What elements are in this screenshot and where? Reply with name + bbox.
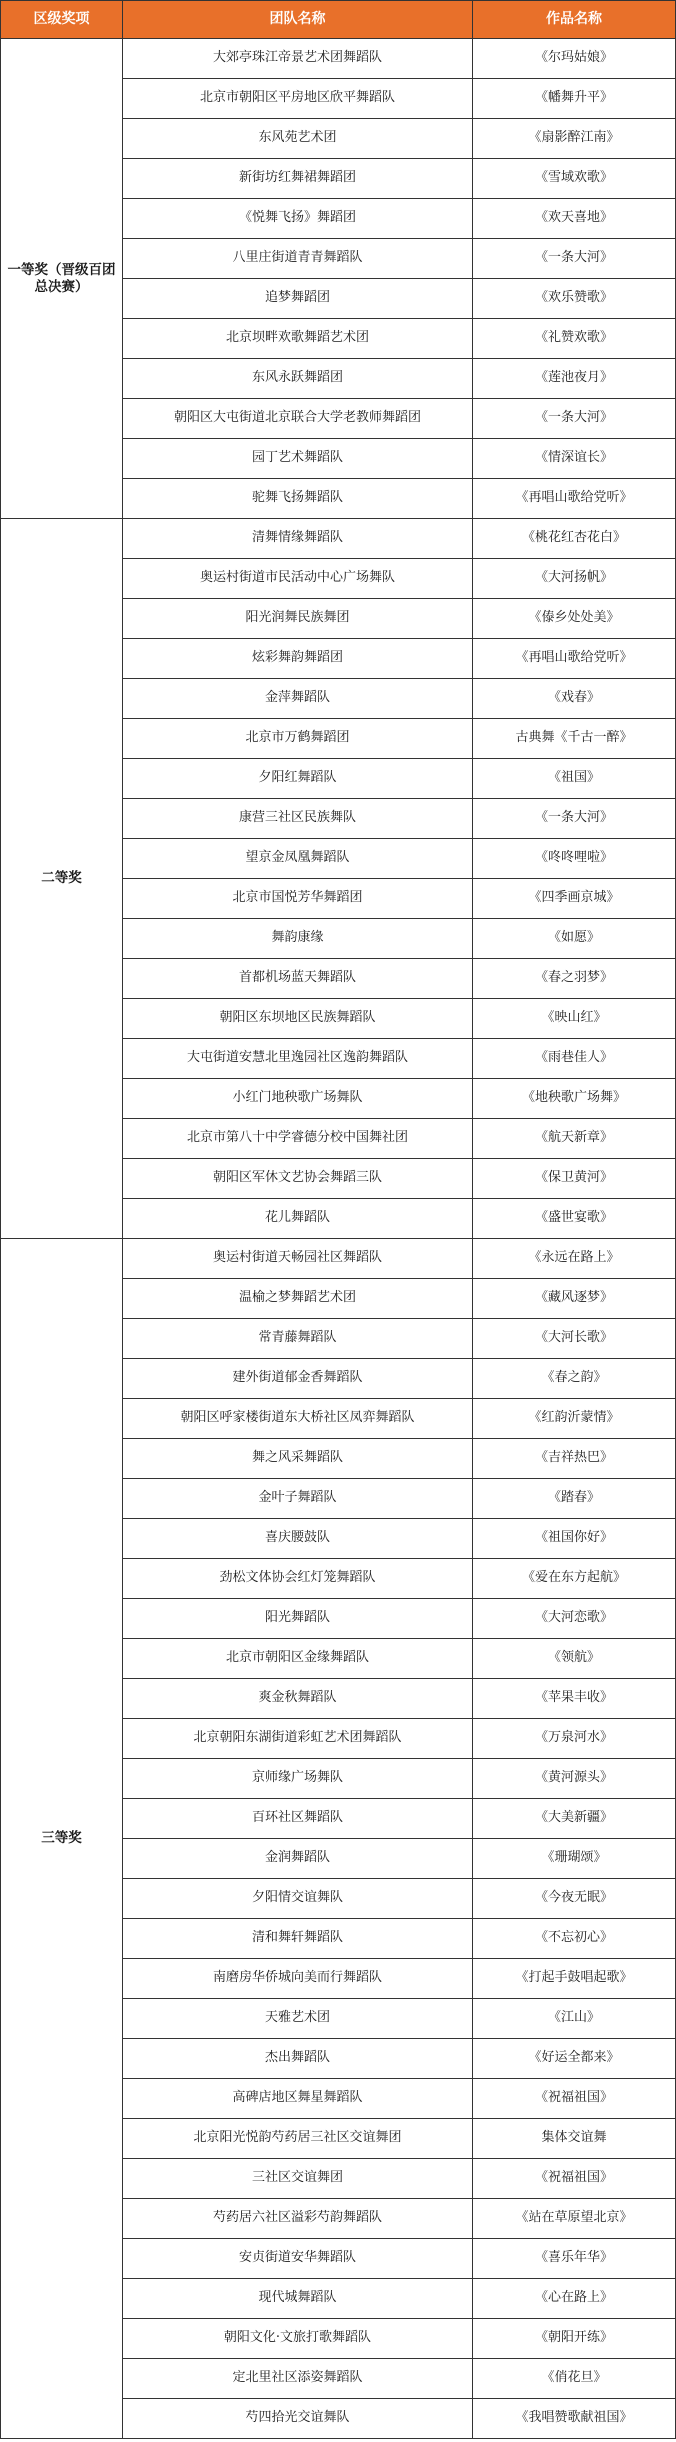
team-name-cell: 阳光舞蹈队 xyxy=(123,1599,473,1639)
work-title-cell: 《咚咚哩啦》 xyxy=(473,839,676,879)
team-name-cell: 金叶子舞蹈队 xyxy=(123,1479,473,1519)
team-name-cell: 阳光润舞民族舞团 xyxy=(123,599,473,639)
work-title-cell: 《祝福祖国》 xyxy=(473,2159,676,2199)
work-title-cell: 《藏风逐梦》 xyxy=(473,1279,676,1319)
team-name-cell: 朝阳区军休文艺协会舞蹈三队 xyxy=(123,1159,473,1199)
team-name-cell: 金萍舞蹈队 xyxy=(123,679,473,719)
team-name-cell: 安贞街道安华舞蹈队 xyxy=(123,2239,473,2279)
team-name-cell: 天雅艺术团 xyxy=(123,1999,473,2039)
team-name-cell: 追梦舞蹈团 xyxy=(123,279,473,319)
work-title-cell: 《地秧歌广场舞》 xyxy=(473,1079,676,1119)
work-title-cell: 《苹果丰收》 xyxy=(473,1679,676,1719)
work-title-cell: 《大美新疆》 xyxy=(473,1799,676,1839)
team-name-cell: 朝阳区大屯街道北京联合大学老教师舞蹈团 xyxy=(123,399,473,439)
team-name-cell: 奥运村街道市民活动中心广场舞队 xyxy=(123,559,473,599)
team-name-cell: 金润舞蹈队 xyxy=(123,1839,473,1879)
header-award: 区级奖项 xyxy=(1,1,123,39)
work-title-cell: 《礼赞欢歌》 xyxy=(473,319,676,359)
team-name-cell: 清舞情缘舞蹈队 xyxy=(123,519,473,559)
table-row xyxy=(1,39,676,79)
work-title-cell: 《心在路上》 xyxy=(473,2279,676,2319)
team-name-cell: 建外街道郁金香舞蹈队 xyxy=(123,1359,473,1399)
team-name-cell: 《悦舞飞扬》舞蹈团 xyxy=(123,199,473,239)
team-name-cell: 大屯街道安慧北里逸园社区逸韵舞蹈队 xyxy=(123,1039,473,1079)
team-name-cell: 南磨房华侨城向美而行舞蹈队 xyxy=(123,1959,473,1999)
work-title-cell: 《欢乐赞歌》 xyxy=(473,279,676,319)
team-name-cell: 北京阳光悦韵芍药居三社区交谊舞团 xyxy=(123,2119,473,2159)
team-name-cell: 京师缘广场舞队 xyxy=(123,1759,473,1799)
work-title-cell: 《祖国你好》 xyxy=(473,1519,676,1559)
table-row xyxy=(1,1239,676,1279)
work-title-cell: 《情深谊长》 xyxy=(473,439,676,479)
team-name-cell: 现代城舞蹈队 xyxy=(123,2279,473,2319)
team-name-cell: 小红门地秧歌广场舞队 xyxy=(123,1079,473,1119)
work-title-cell: 集体交谊舞 xyxy=(473,2119,676,2159)
work-title-cell: 《再唱山歌给党听》 xyxy=(473,639,676,679)
work-title-cell: 《祖国》 xyxy=(473,759,676,799)
team-name-cell: 北京市万鹤舞蹈团 xyxy=(123,719,473,759)
team-name-cell: 北京市第八十中学睿德分校中国舞社团 xyxy=(123,1119,473,1159)
award-level-cell: 二等奖 xyxy=(1,519,123,1239)
team-name-cell: 北京市朝阳区平房地区欣平舞蹈队 xyxy=(123,79,473,119)
work-title-cell: 《四季画京城》 xyxy=(473,879,676,919)
work-title-cell: 《春之韵》 xyxy=(473,1359,676,1399)
team-name-cell: 喜庆腰鼓队 xyxy=(123,1519,473,1559)
work-title-cell: 《春之羽梦》 xyxy=(473,959,676,999)
work-title-cell: 《不忘初心》 xyxy=(473,1919,676,1959)
work-title-cell: 《盛世宴歌》 xyxy=(473,1199,676,1239)
work-title-cell: 《大河恋歌》 xyxy=(473,1599,676,1639)
work-title-cell: 《打起手鼓唱起歌》 xyxy=(473,1959,676,1999)
work-title-cell: 《尔玛姑娘》 xyxy=(473,39,676,79)
team-name-cell: 北京朝阳东湖街道彩虹艺术团舞蹈队 xyxy=(123,1719,473,1759)
team-name-cell: 北京市朝阳区金缘舞蹈队 xyxy=(123,1639,473,1679)
header-row xyxy=(1,1,676,39)
work-title-cell: 《映山红》 xyxy=(473,999,676,1039)
work-title-cell: 古典舞《千古一醉》 xyxy=(473,719,676,759)
table-row xyxy=(1,519,676,559)
work-title-cell: 《再唱山歌给党听》 xyxy=(473,479,676,519)
work-title-cell: 《雨巷佳人》 xyxy=(473,1039,676,1079)
team-name-cell: 夕阳情交谊舞队 xyxy=(123,1879,473,1919)
work-title-cell: 《莲池夜月》 xyxy=(473,359,676,399)
team-name-cell: 清和舞轩舞蹈队 xyxy=(123,1919,473,1959)
work-title-cell: 《一条大河》 xyxy=(473,239,676,279)
work-title-cell: 《傣乡处处美》 xyxy=(473,599,676,639)
header-work-title: 作品名称 xyxy=(473,1,676,39)
team-name-cell: 爽金秋舞蹈队 xyxy=(123,1679,473,1719)
work-title-cell: 《幡舞升平》 xyxy=(473,79,676,119)
team-name-cell: 东风苑艺术团 xyxy=(123,119,473,159)
team-name-cell: 芍四拾光交谊舞队 xyxy=(123,2399,473,2439)
team-name-cell: 北京坝畔欢歌舞蹈艺术团 xyxy=(123,319,473,359)
work-title-cell: 《喜乐年华》 xyxy=(473,2239,676,2279)
team-name-cell: 八里庄街道青青舞蹈队 xyxy=(123,239,473,279)
team-name-cell: 朝阳区东坝地区民族舞蹈队 xyxy=(123,999,473,1039)
work-title-cell: 《站在草原望北京》 xyxy=(473,2199,676,2239)
team-name-cell: 温榆之梦舞蹈艺术团 xyxy=(123,1279,473,1319)
team-name-cell: 奥运村街道天畅园社区舞蹈队 xyxy=(123,1239,473,1279)
team-name-cell: 北京市国悦芳华舞蹈团 xyxy=(123,879,473,919)
work-title-cell: 《珊瑚颂》 xyxy=(473,1839,676,1879)
work-title-cell: 《大河长歌》 xyxy=(473,1319,676,1359)
team-name-cell: 常青藤舞蹈队 xyxy=(123,1319,473,1359)
team-name-cell: 朝阳区呼家楼街道东大桥社区凤弈舞蹈队 xyxy=(123,1399,473,1439)
work-title-cell: 《万泉河水》 xyxy=(473,1719,676,1759)
team-name-cell: 劲松文体协会红灯笼舞蹈队 xyxy=(123,1559,473,1599)
work-title-cell: 《永远在路上》 xyxy=(473,1239,676,1279)
team-name-cell: 杰出舞蹈队 xyxy=(123,2039,473,2079)
team-name-cell: 炫彩舞韵舞蹈团 xyxy=(123,639,473,679)
team-name-cell: 舞韵康缘 xyxy=(123,919,473,959)
work-title-cell: 《今夜无眠》 xyxy=(473,1879,676,1919)
work-title-cell: 《雪域欢歌》 xyxy=(473,159,676,199)
work-title-cell: 《踏春》 xyxy=(473,1479,676,1519)
team-name-cell: 花儿舞蹈队 xyxy=(123,1199,473,1239)
team-name-cell: 园丁艺术舞蹈队 xyxy=(123,439,473,479)
work-title-cell: 《祝福祖国》 xyxy=(473,2079,676,2119)
team-name-cell: 康营三社区民族舞队 xyxy=(123,799,473,839)
award-level-cell: 三等奖 xyxy=(1,1239,123,2439)
team-name-cell: 首都机场蓝天舞蹈队 xyxy=(123,959,473,999)
work-title-cell: 《航天新章》 xyxy=(473,1119,676,1159)
work-title-cell: 《俏花旦》 xyxy=(473,2359,676,2399)
awards-table-body xyxy=(1,39,676,2439)
work-title-cell: 《保卫黄河》 xyxy=(473,1159,676,1199)
team-name-cell: 高碑店地区舞星舞蹈队 xyxy=(123,2079,473,2119)
work-title-cell: 《吉祥热巴》 xyxy=(473,1439,676,1479)
team-name-cell: 芍药居六社区溢彩芍韵舞蹈队 xyxy=(123,2199,473,2239)
team-name-cell: 定北里社区添姿舞蹈队 xyxy=(123,2359,473,2399)
work-title-cell: 《爱在东方起航》 xyxy=(473,1559,676,1599)
work-title-cell: 《黄河源头》 xyxy=(473,1759,676,1799)
work-title-cell: 《江山》 xyxy=(473,1999,676,2039)
work-title-cell: 《桃花红杏花白》 xyxy=(473,519,676,559)
work-title-cell: 《一条大河》 xyxy=(473,799,676,839)
team-name-cell: 驼舞飞扬舞蹈队 xyxy=(123,479,473,519)
work-title-cell: 《扇影醉江南》 xyxy=(473,119,676,159)
work-title-cell: 《红韵沂蒙情》 xyxy=(473,1399,676,1439)
work-title-cell: 《朝阳开练》 xyxy=(473,2319,676,2359)
work-title-cell: 《戏春》 xyxy=(473,679,676,719)
work-title-cell: 《欢天喜地》 xyxy=(473,199,676,239)
team-name-cell: 新街坊红舞裙舞蹈团 xyxy=(123,159,473,199)
team-name-cell: 大郊亭珠江帝景艺术团舞蹈队 xyxy=(123,39,473,79)
award-level-cell: 一等奖（晋级百团总决赛） xyxy=(1,39,123,519)
team-name-cell: 望京金凤凰舞蹈队 xyxy=(123,839,473,879)
work-title-cell: 《如愿》 xyxy=(473,919,676,959)
team-name-cell: 百环社区舞蹈队 xyxy=(123,1799,473,1839)
work-title-cell: 《大河扬帆》 xyxy=(473,559,676,599)
work-title-cell: 《我唱赞歌献祖国》 xyxy=(473,2399,676,2439)
team-name-cell: 夕阳红舞蹈队 xyxy=(123,759,473,799)
work-title-cell: 《好运全都来》 xyxy=(473,2039,676,2079)
header-team-name: 团队名称 xyxy=(123,1,473,39)
team-name-cell: 三社区交谊舞团 xyxy=(123,2159,473,2199)
team-name-cell: 舞之风采舞蹈队 xyxy=(123,1439,473,1479)
team-name-cell: 东风永跃舞蹈团 xyxy=(123,359,473,399)
work-title-cell: 《一条大河》 xyxy=(473,399,676,439)
team-name-cell: 朝阳文化·文旅打歌舞蹈队 xyxy=(123,2319,473,2359)
work-title-cell: 《领航》 xyxy=(473,1639,676,1679)
